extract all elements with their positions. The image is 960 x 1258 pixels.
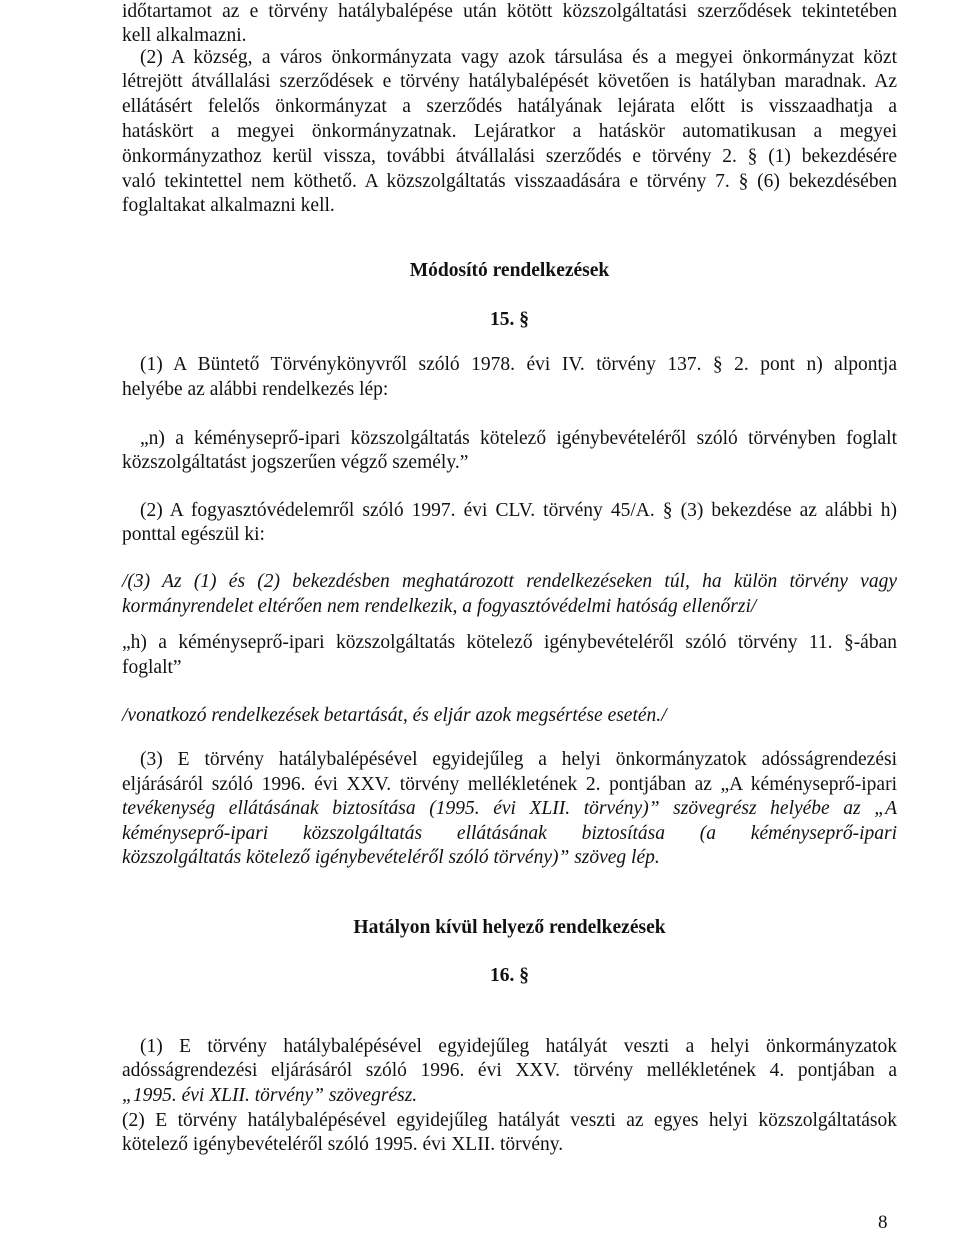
section-heading: Módosító rendelkezések [409,260,610,281]
text-line: „h) a kéményseprő-ipari közszolgáltatás kötelező igénybevételéről szóló törvény 11. §-ában [122,632,897,653]
section-heading: Hatályon kívül helyező rendelkezések [353,917,666,938]
text-line: létrejött átvállalási szerződések e törvény hatálybalépését követően is hatályban maradnak. Az [122,71,897,92]
page-number: 8 [878,1212,888,1233]
text-line: /(3) Az (1) és (2) bekezdésben meghatározott rendelkezéseken túl, ha külön törvény vagy [122,571,897,592]
paragraph-number: 15. § [490,309,529,330]
paragraph-number: 16. § [490,965,529,986]
text-line: foglaltakat alkalmazni kell. [122,195,335,216]
text-line: önkormányzathoz kerül vissza, további átvállalási szerződés e törvény 2. § (1) bekezdésére [122,146,897,167]
text-line: (2) A község, a város önkormányzata vagy azok társulása és a megyei önkormányzat közt [140,47,897,68]
text-line: hatáskört a megyei önkormányzatnak. Lejáratkor a hatáskör automatikusan a megyei [122,121,897,142]
text-line: (2) E törvény hatálybalépésével egyidejűleg hatályát veszti az egyes helyi közszolgáltatások [122,1110,897,1131]
text-line: (2) A fogyasztóvédelemről szóló 1997. évi CLV. törvény 45/A. § (3) bekezdése az alábbi h) [140,500,897,521]
text-line: kormányrendelet eltérően nem rendelkezik, a fogyasztóvédelmi hatóság ellenőrzi/ [122,596,757,617]
text-line: kötelező igénybevételéről szóló 1995. évi XLII. törvény. [122,1134,564,1155]
text-line: időtartamot az e törvény hatálybalépése után kötött közszolgáltatási szerződések tekintetében [122,1,897,22]
text-line: közszolgáltatást jogszerűen végző személy.” [122,452,469,473]
text-line: (3) E törvény hatálybalépésével egyidejűleg a helyi önkormányzatok adósságrendezési [140,749,897,770]
text-line: /vonatkozó rendelkezések betartását, és eljár azok megsértése esetén./ [122,705,667,726]
text-line: „n) a kéményseprő-ipari közszolgáltatás kötelező igénybevételéről szóló törvényben foglalt [140,428,897,449]
text-line: foglalt” [122,657,182,678]
text-line: kell alkalmazni. [122,25,247,46]
text-line: adósságrendezési eljárásáról szóló 1996. évi XXV. törvény mellékletének 4. pontjában a [122,1060,897,1081]
text-line: eljárásáról szóló 1996. évi XXV. törvény mellékletének 2. pontjában az „A kéményseprő-ipari [122,774,897,795]
text-line: kéményseprő-ipari közszolgáltatás ellátásának biztosítása (a kéményseprő-ipari [122,823,897,844]
text-line: való tekintettel nem köthető. A közszolgáltatás visszaadására e törvény 7. § (6) bekezdésében [122,171,897,192]
text-line: ponttal egészül ki: [122,524,265,545]
text-line: ellátásért felelős önkormányzat a szerződés hatályának lejárata előtt is visszaadhatja a [122,96,897,117]
text-line: (1) A Büntető Törvénykönyvről szóló 1978. évi IV. törvény 137. § 2. pont n) alpontja [140,354,897,375]
text-line: helyébe az alábbi rendelkezés lép: [122,379,389,400]
text-line: tevékenység ellátásának biztosítása (1995. évi XLII. törvény)” szövegrész helyébe az „A [122,798,897,819]
text-line: közszolgáltatás kötelező igénybevételéről szóló törvény)” szöveg lép. [122,847,660,868]
text-line: „1995. évi XLII. törvény” szövegrész. [122,1085,418,1106]
text-line: (1) E törvény hatálybalépésével egyidejűleg hatályát veszti a helyi önkormányzatok [140,1036,897,1057]
